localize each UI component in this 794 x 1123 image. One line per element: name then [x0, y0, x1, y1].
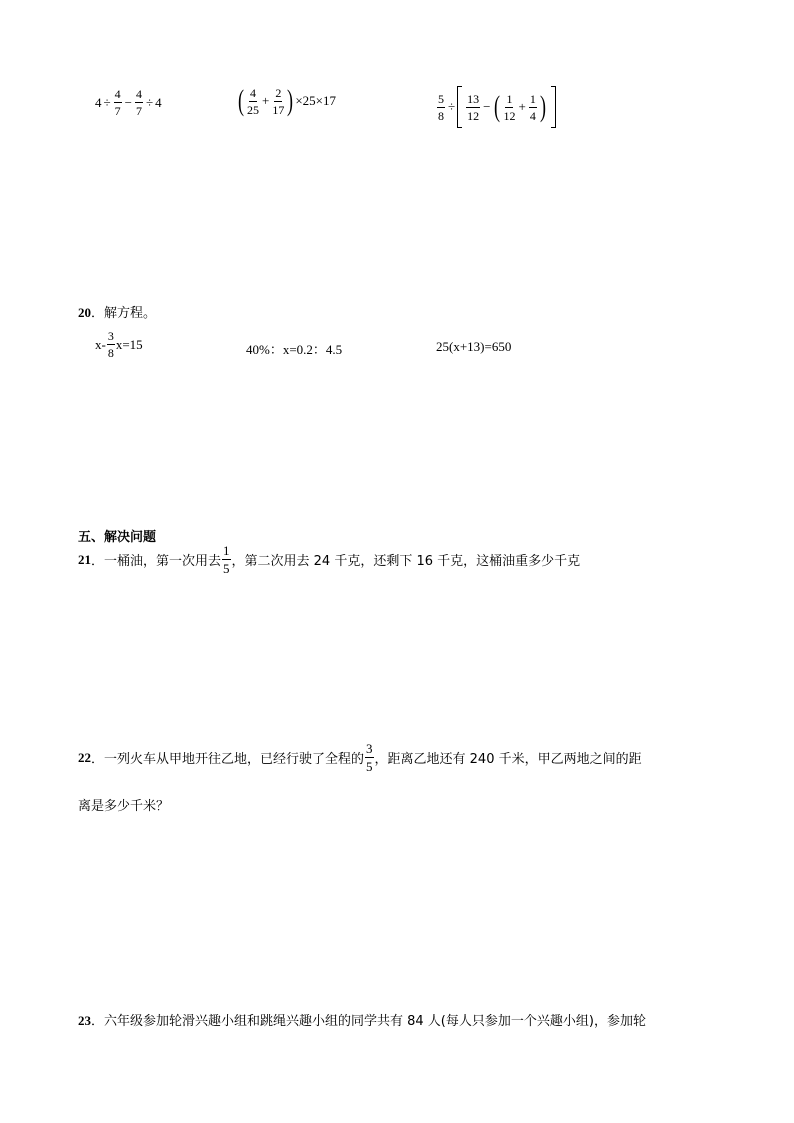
expression-1 — [95, 88, 162, 117]
question-20-title: 20．解方程。 — [78, 305, 157, 321]
question-21: 21 ．一桶油，第一次用去 $\frac{1}{5}$ ，第二次用去 24 千克，还剩下 16 千克，这桶油重多少千克 — [78, 543, 581, 576]
fraction: $\frac{3}{8}$ — [107, 329, 114, 360]
fraction: $\frac{13}{12}$ — [467, 91, 480, 123]
fraction: $\frac{1}{4}$ — [529, 91, 536, 123]
fraction: $\frac{4}{7}$ — [135, 87, 142, 118]
question-23: 23．六年级参加轮滑兴趣小组和跳绳兴趣小组的同学共有 84 人(每人只参加一个兴趣小组)，参加轮 — [78, 1013, 646, 1029]
operator: + — [262, 93, 270, 108]
fraction: $\frac{4}{25}$ — [247, 85, 259, 117]
equation-1: x- $\frac{3}{8}$ x=15 — [95, 329, 143, 360]
question-22: 22 ．一列火车从甲地开往乙地，已经行驶了全程的 $\frac{3}{5}$ ，距离乙地还有 240 千米，甲乙两地之间的距 — [78, 741, 642, 774]
left-bracket — [457, 86, 462, 128]
left-paren: ( — [494, 90, 501, 123]
right-bracket — [551, 86, 556, 128]
right-paren: ) — [287, 84, 294, 117]
operator: ÷ — [145, 94, 154, 110]
fraction: $\frac{3}{5}$ — [366, 741, 373, 774]
expression-2 — [236, 86, 336, 116]
operator: − — [483, 99, 491, 114]
equation-2: 40%：x=0.2：4.5 — [246, 342, 343, 357]
operator: + — [518, 99, 526, 114]
fraction: $\frac{1}{12}$ — [503, 91, 516, 123]
operand: 4 — [95, 94, 102, 110]
fraction: $\frac{4}{7}$ — [114, 87, 121, 118]
left-paren: ( — [238, 84, 244, 117]
operator: ÷ — [448, 99, 456, 114]
fraction: $\frac{2}{17}$ — [272, 85, 285, 117]
fraction: $\frac{1}{5}$ — [223, 543, 230, 576]
expression-3 — [436, 86, 556, 128]
operand: 4 — [155, 94, 162, 110]
expression-tail: ×25×17 — [295, 93, 337, 108]
operator: − — [124, 94, 132, 110]
right-paren: ) — [539, 90, 546, 123]
fraction: $\frac{5}{8}$ — [438, 91, 444, 123]
operator: ÷ — [103, 94, 111, 110]
section-title: 五、解决问题 — [78, 530, 157, 545]
equation-3: 25(x+13)=650 — [436, 339, 512, 354]
question-22-line-2: 离是多少千米？ — [78, 799, 170, 814]
